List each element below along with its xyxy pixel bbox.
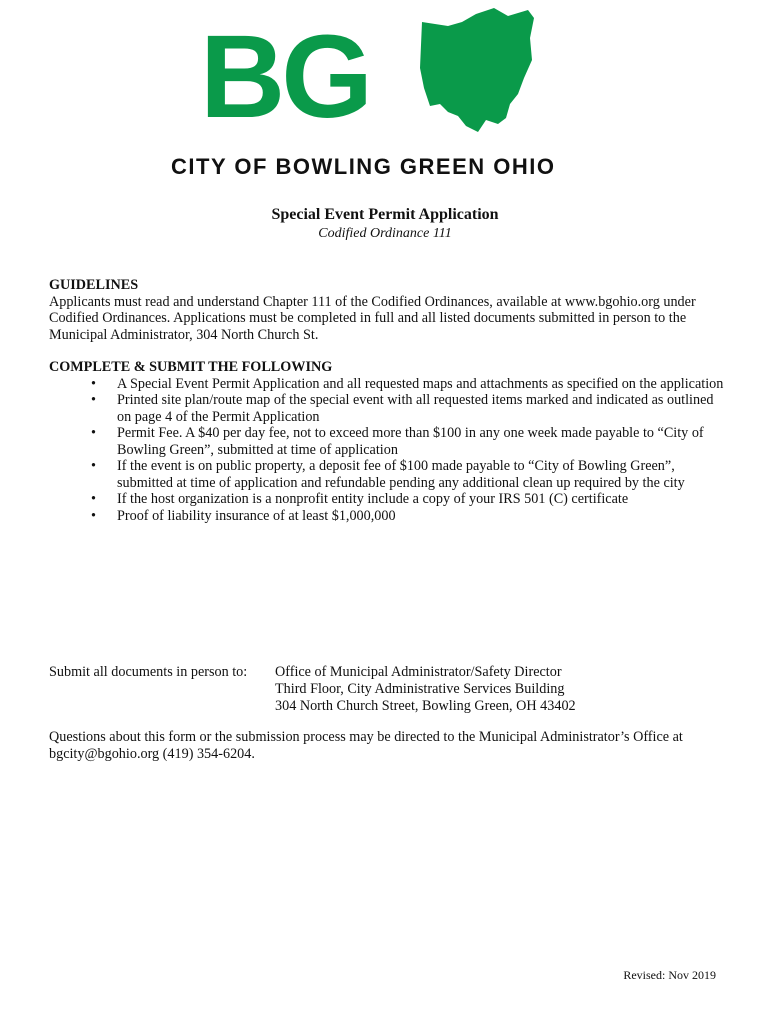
requirements-list bbox=[49, 376, 729, 525]
bullet-icon: • bbox=[91, 375, 96, 392]
guidelines-heading: GUIDELINES bbox=[49, 277, 139, 293]
address-line-2: Third Floor, City Administrative Services Building bbox=[275, 681, 565, 697]
bullet-icon: • bbox=[91, 458, 96, 474]
address-line-3: 304 North Church Street, Bowling Green, OH 43402 bbox=[275, 698, 576, 714]
bullet-icon: • bbox=[91, 392, 96, 408]
submit-to-label: Submit all documents in person to: bbox=[49, 664, 248, 680]
ohio-state-icon bbox=[418, 8, 536, 134]
page-subtitle: Codified Ordinance 111 bbox=[318, 226, 452, 241]
submit-list-section bbox=[49, 359, 729, 524]
list-item: • If the event is on public property, a deposit fee of $100 made payable to “City of Bowling Green”, submitted at time of application and refundable pending any additional clean up required by the city bbox=[91, 458, 685, 491]
list-item: • Permit Fee. A $40 per day fee, not to exceed more than $100 in any one week made payable to “City of Bowling Green”, submitted at time of application bbox=[91, 425, 704, 458]
list-item: • If the host organization is a nonprofit entity include a copy of your IRS 501 (C) certificate bbox=[91, 491, 629, 507]
list-item: • A Special Event Permit Application and all requested maps and attachments as specified on the application bbox=[91, 375, 724, 392]
page-title: Special Event Permit Application bbox=[271, 206, 499, 223]
guidelines-text: Applicants must read and understand Chapter 111 of the Codified Ordinances, available at www.bgohio.org under Codified Ordinances. Applications must be completed in full and all listed documents submitted in person to the Municipal Administrator, 304 North Church St. bbox=[49, 293, 696, 343]
questions-text: Questions about this form or the submission process may be directed to the Municipal Administrator’s Office at bgcity@bgohio.org (419) 354-6204. bbox=[49, 729, 683, 762]
submit-list-heading: COMPLETE & SUBMIT THE FOLLOWING bbox=[49, 359, 333, 375]
bullet-icon: • bbox=[91, 425, 96, 441]
submit-to-address bbox=[275, 664, 576, 715]
bullet-icon: • bbox=[91, 507, 96, 524]
address-line-1: Office of Municipal Administrator/Safety Director bbox=[275, 664, 562, 680]
bullet-icon: • bbox=[91, 491, 96, 507]
list-item: • Printed site plan/route map of the special event with all requested items marked and indicated as outlined on page 4 of the Permit Application bbox=[91, 392, 714, 425]
list-item: • Proof of liability insurance of at least $1,000,000 bbox=[91, 507, 396, 524]
city-name: CITY OF BOWLING GREEN OHIO bbox=[171, 154, 556, 179]
logo-letters: BG bbox=[200, 11, 369, 143]
guidelines-section bbox=[49, 277, 729, 343]
revised-date: Revised: Nov 2019 bbox=[623, 968, 716, 982]
